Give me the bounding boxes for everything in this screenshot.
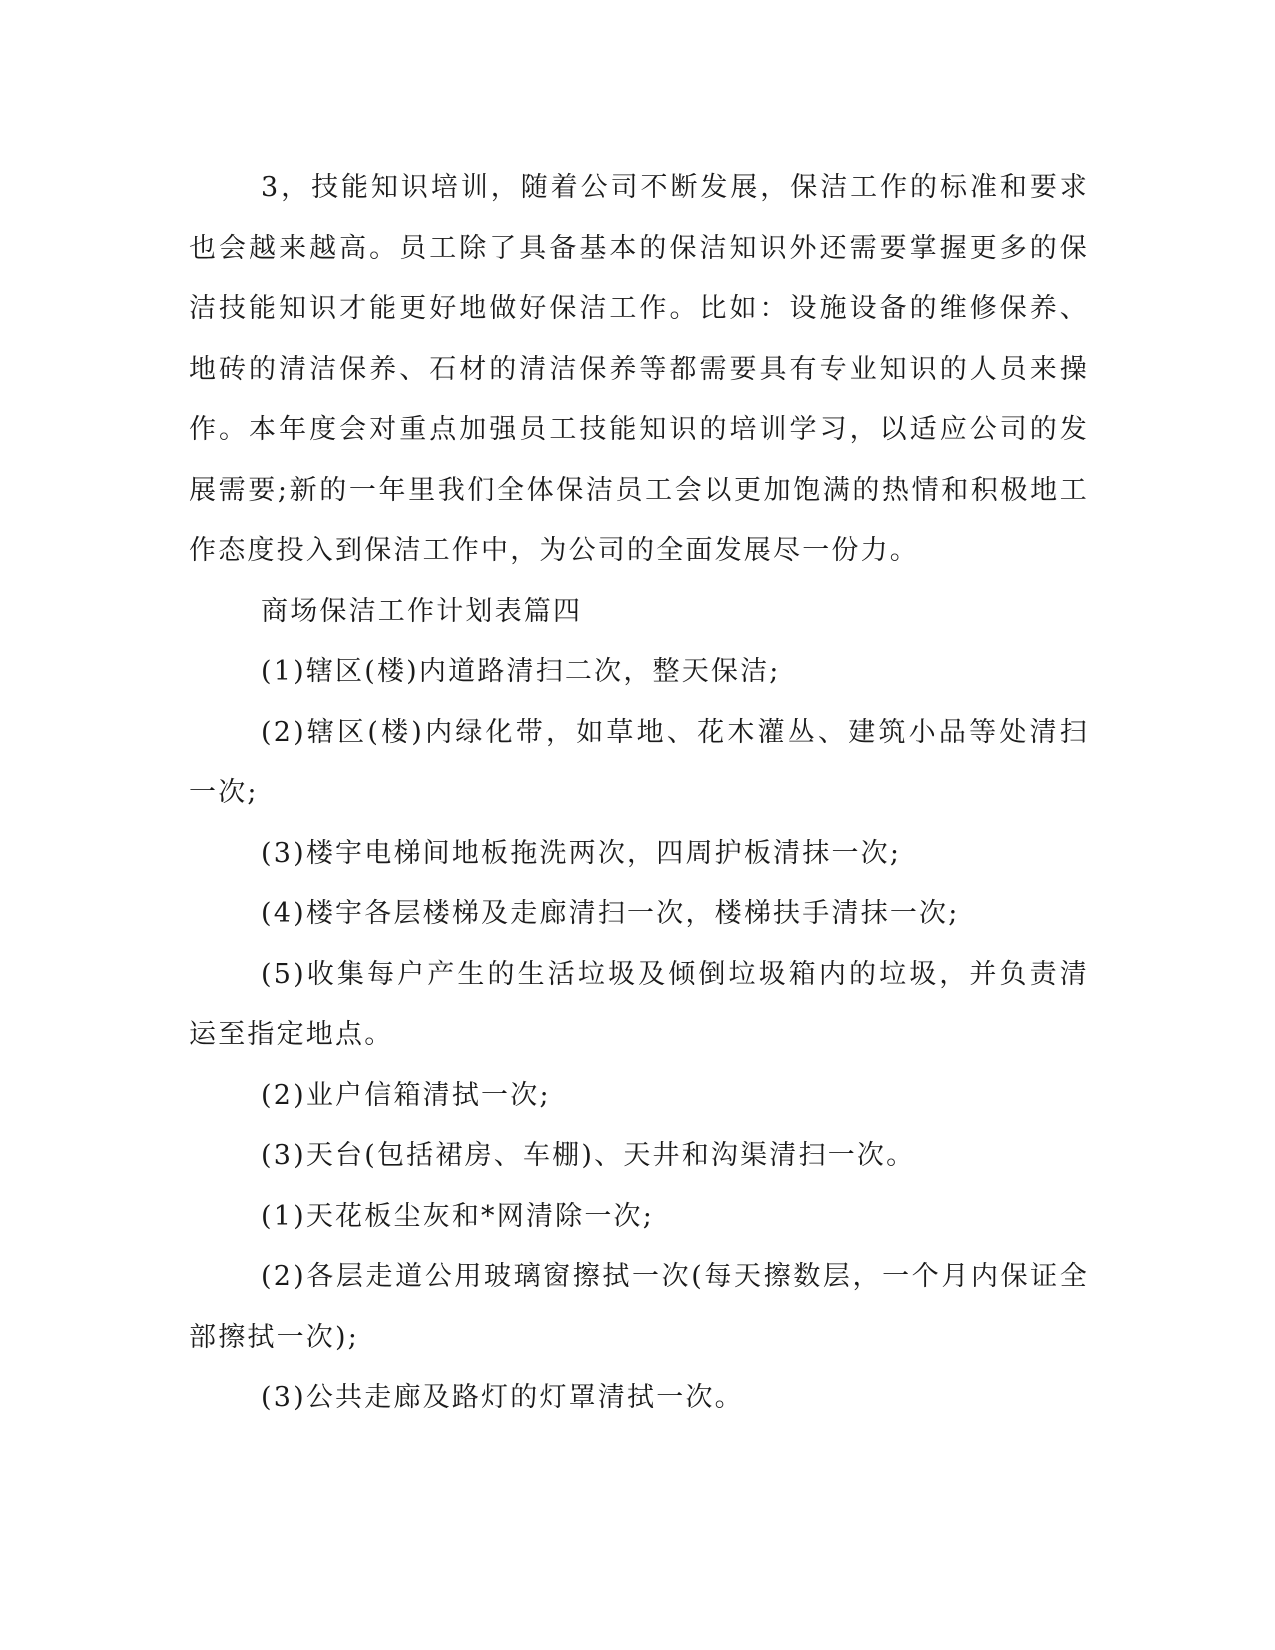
paragraph-skills-training: 3，技能知识培训，随着公司不断发展，保洁工作的标准和要求也会越来越高。员工除了具备基本的保洁知识外还需要掌握更多的保洁技能知识才能更好地做好保洁工作。比如：设施设备的维修保养、地砖的清洁保养、石材的清洁保养等都需要具有专业知识的人员来操作。本年度会对重点加强员工技能知识的培训学习，以适应公司的发展需要;新的一年里我们全体保洁员工会以更加饱满的热情和积极地工作态度投入到保洁工作中，为公司的全面发展尽一份力。 — [189, 172, 1089, 566]
list-item: (5)收集每户产生的生活垃圾及倾倒垃圾箱内的垃圾，并负责清运至指定地点。 — [189, 958, 1089, 1050]
document-body — [189, 158, 1089, 1429]
list-item: (2)各层走道公用玻璃窗擦拭一次(每天擦数层，一个月内保证全部擦拭一次); — [189, 1261, 1089, 1353]
list-item: (2)业户信箱清拭一次; — [261, 1079, 551, 1111]
list-item: (2)辖区(楼)内绿化带，如草地、花木灌丛、建筑小品等处清扫一次; — [189, 716, 1089, 808]
section-heading: 商场保洁工作计划表篇四 — [261, 595, 583, 627]
list-item: (1)辖区(楼)内道路清扫二次，整天保洁; — [261, 656, 781, 687]
list-item: (3)公共走廊及路灯的灯罩清拭一次。 — [261, 1382, 744, 1413]
list-item: (4)楼宇各层楼梯及走廊清扫一次，楼梯扶手清抹一次; — [261, 898, 960, 929]
list-item: (3)楼宇电梯间地板拖洗两次，四周护板清抹一次; — [261, 837, 902, 869]
list-item: (1)天花板尘灰和*网清除一次; — [261, 1200, 655, 1232]
list-item: (3)天台(包括裙房、车棚)、天井和沟渠清扫一次。 — [261, 1140, 916, 1171]
